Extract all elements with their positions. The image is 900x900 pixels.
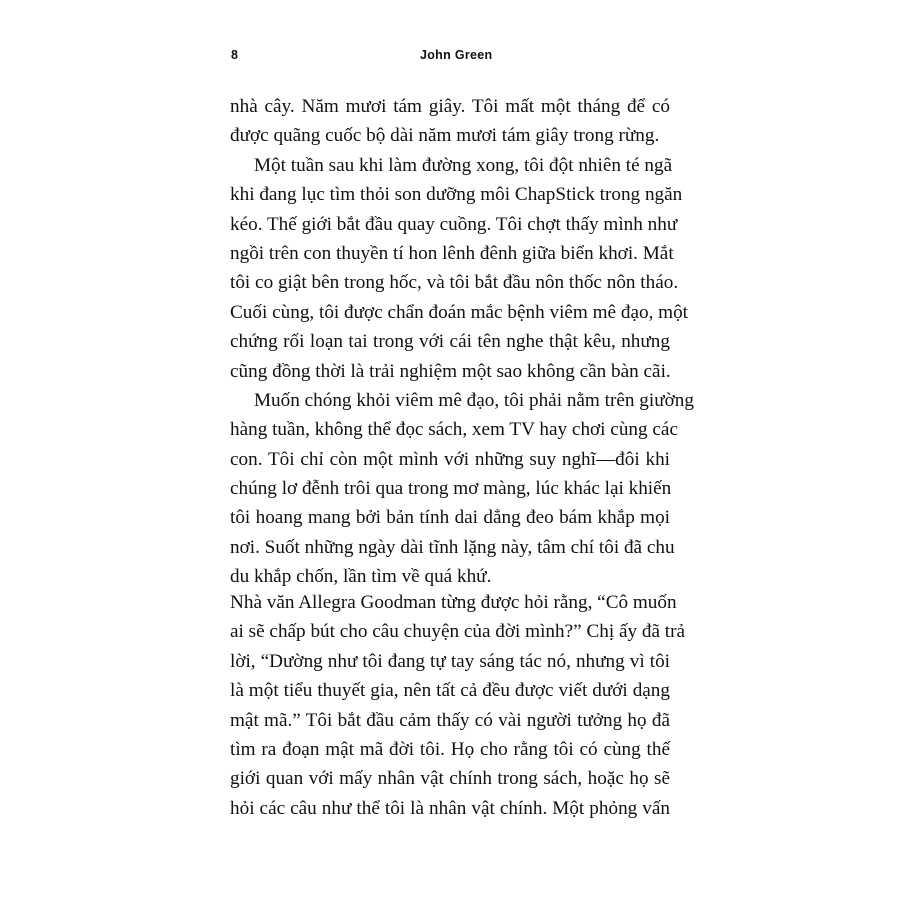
text-line: cũng đồng thời là trải nghiệm một sao không cần bàn cãi. [230, 360, 671, 382]
text-line: là một tiểu thuyết gia, nên tất cả đều được viết dưới dạng [230, 680, 670, 702]
page-header [0, 48, 900, 72]
text-section-2 [230, 588, 686, 823]
text-line: lời, “Dường như tôi đang tự tay sáng tác nó, nhưng vì tôi [230, 650, 670, 672]
text-line: giới quan với mấy nhân vật chính trong sách, hoặc họ sẽ [230, 768, 670, 790]
text-line: con. Tôi chỉ còn một mình với những suy nghĩ—đôi khi [230, 448, 670, 470]
text-line: ai sẽ chấp bút cho câu chuyện của đời mình?” Chị ấy đã trả [230, 621, 686, 643]
text-line: Một tuần sau khi làm đường xong, tôi đột nhiên té ngã [254, 154, 673, 176]
text-line: được quãng cuốc bộ dài năm mươi tám giây trong rừng. [230, 125, 660, 147]
text-line: tôi hoang mang bởi bản tính dai dẳng đeo bám khắp mọi [230, 507, 670, 529]
page-number: 8 [231, 48, 239, 62]
running-head-author: John Green [420, 48, 493, 62]
text-line: chứng rối loạn tai trong với cái tên nghe thật kêu, nhưng [230, 331, 670, 353]
text-line: Cuối cùng, tôi được chẩn đoán mắc bệnh viêm mê đạo, một [230, 301, 689, 323]
text-line: chúng lơ đễnh trôi qua trong mơ màng, lúc khác lại khiến [230, 478, 672, 500]
text-line: hàng tuần, không thể đọc sách, xem TV hay chơi cùng các [230, 419, 678, 441]
text-section-1 [230, 92, 694, 592]
text-line: tôi co giật bên trong hốc, và tôi bắt đầu nôn thốc nôn tháo. [230, 272, 679, 294]
paragraph-3 [230, 386, 694, 592]
text-line: Nhà văn Allegra Goodman từng được hỏi rằng, “Cô muốn [230, 592, 677, 613]
text-line: Muốn chóng khỏi viêm mê đạo, tôi phải nằm trên giường [254, 389, 694, 411]
text-line: nhà cây. Năm mươi tám giây. Tôi mất một tháng để có [230, 96, 670, 117]
text-line: mật mã.” Tôi bắt đầu cảm thấy có vài người tưởng họ đã [230, 709, 670, 731]
paragraph-1 [230, 92, 670, 151]
text-line: khi đang lục tìm thỏi son dưỡng môi ChapStick trong ngăn [230, 184, 683, 206]
text-line: du khắp chốn, lần tìm về quá khứ. [230, 566, 492, 588]
text-line: ngồi trên con thuyền tí hon lênh đênh giữa biển khơi. Mắt [230, 242, 674, 264]
text-line: hỏi các câu như thể tôi là nhân vật chính. Một phỏng vấn [230, 797, 670, 819]
text-line: tìm ra đoạn mật mã đời tôi. Họ cho rằng tôi có cùng thế [230, 738, 670, 760]
paragraph-4 [230, 588, 686, 823]
paragraph-2 [230, 151, 689, 386]
text-line: kéo. Thế giới bắt đầu quay cuồng. Tôi chợt thấy mình như [230, 213, 678, 235]
text-line: nơi. Suốt những ngày dài tĩnh lặng này, tâm chí tôi đã chu [230, 536, 675, 558]
